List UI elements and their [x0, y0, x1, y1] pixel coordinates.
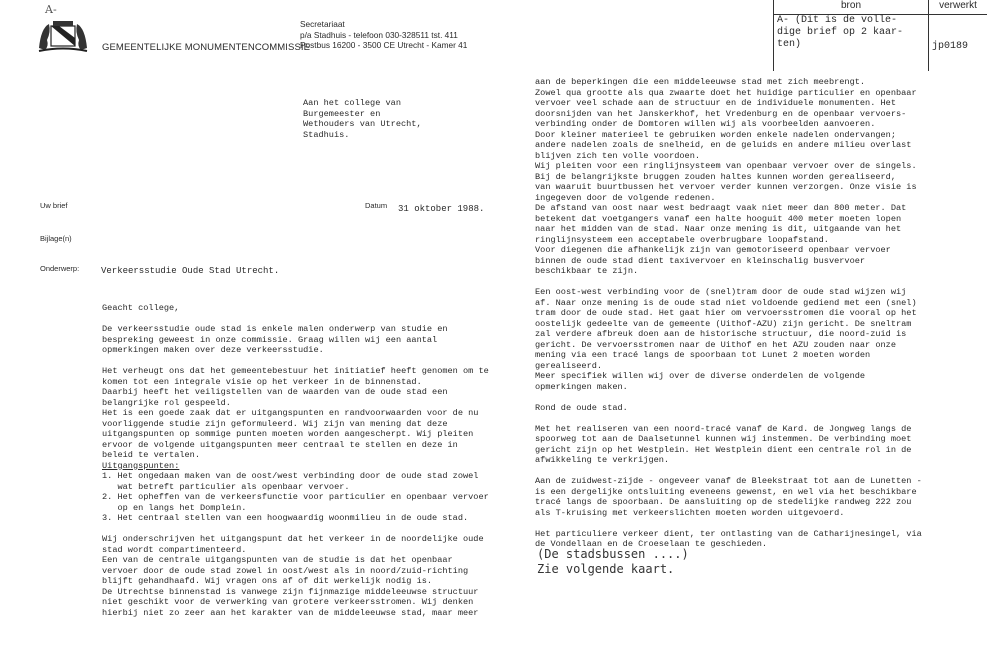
stamp-header-bron: bron [774, 0, 929, 15]
uw-brief-label: Uw brief [40, 201, 68, 210]
utrecht-coat-of-arms-icon [37, 18, 89, 54]
datum-value: 31 oktober 1988. [398, 204, 485, 214]
body-paragraphs-intro: Geacht college, De verkeersstudie oude stad is enkele malen onderwerp van studie en bespreking geweest in onze commissie. Graag willen wij een aantal opmerkingen maken over deze verkeersstudie. Het verheugt ons dat het gemeentebestuur het initiatief heeft genomen om te komen tot een integrale visie op het verkeer in de binnenstad. Daarbij heeft het veiligstellen van de waarden van de oude stad een belangrijke rol gespeeld. Het is een goede zaak dat er uitgangspunten en randvoorwaarden voor de nu voorliggende studie zijn geformuleerd. Wij zijn van mening dat deze uitgangspunten op sommige punten moeten worden aangescherpt. Wij pleiten ervoor de volgende uitgangspunten meer centraal te stellen en deze in beleid te vertalen. [102, 303, 489, 460]
uitgangspunten-list: 1. Het ongedaan maken van de oost/west verbinding door de oude stad zowel wat betreft particulier als openbaar vervoer. 2. Het opheffen van de verkeersfunctie voor particulier en openbaar vervoer op en langs het Domplein. 3. Het centraal stellen van een hoogwaardig woonmilieu in de oude stad. Wij onderschrijven het uitgangspunt dat het verkeer in de noordelijke oude stad wordt compartimenteerd. Een van de centrale uitgangspunten van de studie is dat het openbaar vervoer door de oude stad zowel in oost/west als in noord/zuid-richting blijft gehandhaafd. Wij vragen ons af of dit werkelijk nodig is. De Utrechtse binnenstad is vanwege zijn fijnmazige middeleeuwse structuur niet geschikt voor de verwerking van grotere verkeersstromen. Wij denken hierbij niet zo zeer aan het karakter van de middeleeuwse stad, maar meer [102, 471, 489, 618]
secretariat-title: Secretariaat [300, 19, 345, 29]
body-paragraphs-continued: aan de beperkingen die een middeleeuwse stad met zich meebrengt. Zowel qua grootte als qua zwaarte doet het huidige particulier en openbaar vervoer veel schade aan de structuur en de individuele monumenten. Het doorsnijden van het Janskerkhof, het Vredenburg en de openbaar vervoers- verbinding onder de Domtoren willen wij als voorbeelden aanvoeren. Door kleiner materieel te gebruiken worden enkele nadelen ondervangen; andere nadelen zoals de snelheid, en de geluids en andere milieu overlast blijven zich ten volle voordoen. Wij pleiten voor een ringlijnsysteem van openbaar vervoer over de singels. Bij de belangrijkste bruggen zouden haltes kunnen worden gerealiseerd, van waaruit buurtbussen het vervoer verder kunnen verzorgen. Onze visie is ingegeven door de volgende redenen. De afstand van oost naar west bedraagt vaak niet meer dan 800 meter. Dat betekent dat voetgangers vanaf een halte hooguit 400 meter moeten lopen naar het midden van de stad. Naar onze mening is dit, uitgaande van het ringlijnsysteem een acceptabele overbrugbare loopafstand. Voor diegenen die afhankelijk zijn van gemotoriseerd openbaar vervoer binnen de oude stad dient taxivervoer en kleinschalig busvervoer beschikbaar te zijn. Een oost-west verbinding voor de (snel)tram door de oude stad wijzen wij af. Naar onze mening is de oude stad niet voldoende gediend met een (snel) tram door de oude stad. Het gaat hier om vervoersstromen die vooral op het oostelijk gedeelte van de gemeente (Uithof-AZU) zijn gericht. De sneltram zal verdere afbreuk doen aan de historische structuur, die noord-zuid is gericht. De vervoersstromen naar de Uithof en het AZU zouden naar onze mening via een tracé langs de spoorbaan tot Lunet 2 moeten worden gerealiseerd. Meer specifiek willen wij over de diverse onderdelen de volgende opmerkingen maken. Rond de oude stad. Met het realiseren van een noord-tracé vanaf de Kard. de Jongweg langs de spoorweg tot aan de Daalsetunnel kunnen wij instemmen. De verbinding moet gericht zijn op het Westplein. Het Westplein dient een centrale rol in de afwikkeling te verkrijgen. Aan de zuidwest-zijde - ongeveer vanaf de Bleekstraat tot aan de Lunetten - is een dergelijke ontsluiting eveneens gewenst, en wel via het beschikbare tracé langs de spoorbaan. De aansluiting op de stedelijke randweg 222 zou als T-kruising met verkeerslichten moeten worden uitgevoerd. Het particuliere verkeer dient, ter ontlasting van de Catharijnesingel, via de Vondellaan en de Croeselaan te geschieden. [535, 77, 922, 549]
stamp-bron-value: A- (Dit is de volle- dige brief op 2 kaar- ten) [774, 15, 929, 72]
bijlagen-label: Bijlage(n) [40, 234, 72, 243]
stamp-verwerkt-code: jp0189 [932, 41, 969, 52]
secretariat-postbus: Postbus 16200 - 3500 CE Utrecht - Kamer 41 [300, 40, 468, 50]
datum-label: Datum [365, 201, 388, 210]
letter-body-left-column [102, 303, 489, 618]
secretariat-phone: p/a Stadhuis - telefoon 030-328511 tst. 411 [300, 29, 458, 40]
recipient-address: Aan het college van Burgemeester en Wethouders van Utrecht, Stadhuis. [303, 98, 422, 140]
stamp-mark: A- [45, 3, 57, 16]
stamp-verwerkt-value [929, 15, 988, 72]
subject-line: Verkeersstudie Oude Stad Utrecht. [101, 266, 280, 276]
secretariat-block [300, 19, 467, 51]
onderwerp-label: Onderwerp: [40, 264, 80, 273]
uitgangspunten-heading: Uitgangspunten: [102, 460, 180, 471]
handwritten-note: (De stadsbussen ....) Zie volgende kaart. [537, 547, 689, 576]
stamp-header-verwerkt: verwerkt [929, 0, 988, 15]
letter-body-right-column [535, 77, 922, 550]
archive-stamp-table [773, 0, 987, 71]
organization-name: GEMEENTELIJKE MONUMENTENCOMMISSIE [102, 42, 311, 53]
